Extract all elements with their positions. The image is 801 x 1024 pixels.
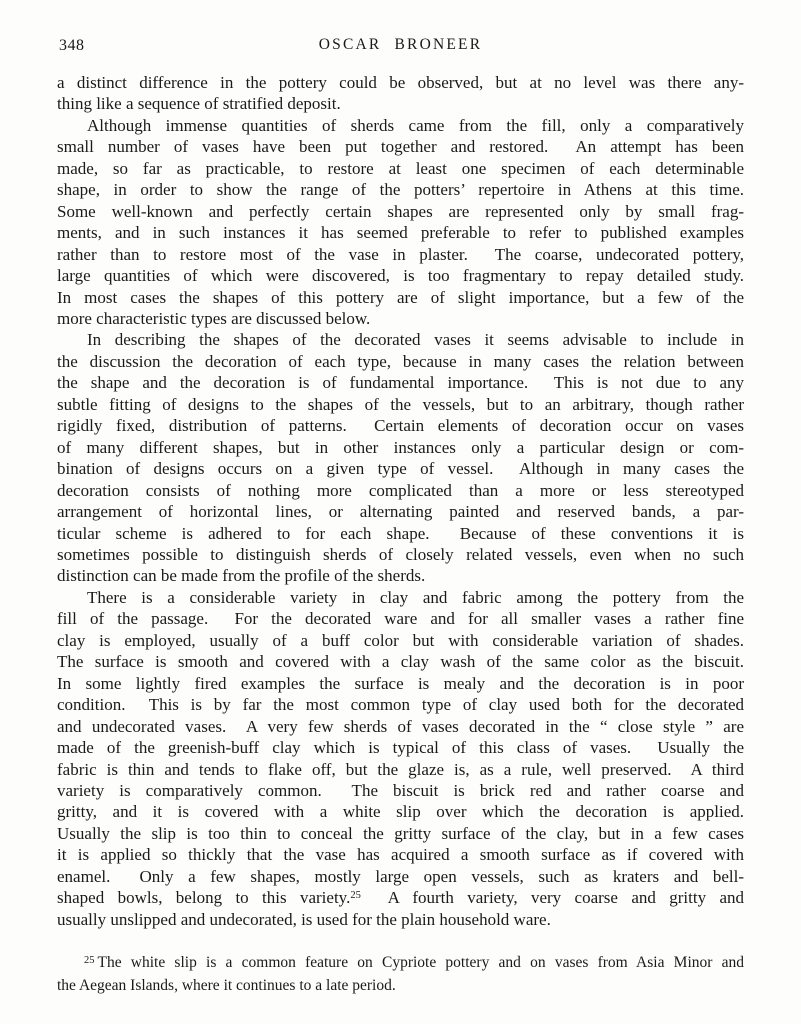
text-line: $^{25}$ The white slip is a common feature on Cypriote pottery and on vases from Asia Minor and [84, 954, 744, 972]
text-line: shape, in order to show the range of the potters’ repertoire in Athens at this time. [57, 180, 744, 200]
text-line: clay is employed, usually of a buff color but with considerable variation of shades. [57, 630, 744, 650]
text-line: the Aegean Islands, where it continues to a late period. [57, 977, 396, 995]
text-line: the discussion the decoration of each type, because in many cases the relation between [57, 351, 744, 371]
text-line: large quantities of which were discovered, is too fragmentary to repay detailed study. [57, 266, 744, 286]
text-line: more characteristic types are discussed below. [57, 308, 371, 328]
footnote [57, 951, 744, 997]
text-line: it is applied so thickly that the vase has acquired a smooth surface as if covered with [57, 845, 744, 865]
footnote-marker: 25 [84, 955, 95, 967]
text-line: In describing the shapes of the decorated vases it seems advisable to include in [87, 330, 744, 350]
page-number: 348 [59, 37, 85, 54]
text-line: In most cases the shapes of this pottery are of slight importance, but a few of the [57, 287, 744, 307]
running-head: OSCAR BRONEER [318, 36, 483, 53]
text-line: Although immense quantities of sherds came from the fill, only a comparatively [87, 115, 744, 135]
text-line: usually unslipped and undecorated, is used for the plain household ware. [57, 909, 551, 929]
paragraph [57, 329, 744, 586]
text-line: made of the greenish-buff clay which is typical of this class of vases. Usually the [57, 738, 744, 758]
text-line: There is a considerable variety in clay and fabric among the pottery from the [87, 587, 744, 607]
text-line: In some lightly fired examples the surface is mealy and the decoration is in poor [57, 673, 744, 693]
text-line: distinction can be made from the profile of the sherds. [57, 566, 426, 586]
text-line: Usually the slip is too thin to conceal the gritty surface of the clay, but in a few cases [57, 823, 744, 843]
text-line: subtle fitting of designs to the shapes of the vessels, but to an arbitrary, though rather [57, 394, 744, 414]
paragraph [57, 115, 744, 330]
text-line: fabric is thin and tends to flake off, but the glaze is, as a rule, well preserved. A third [57, 759, 744, 779]
page-header [57, 36, 744, 58]
text-line: rigidly fixed, distribution of patterns. Certain elements of decoration occur on vases [57, 416, 744, 436]
text-line: the shape and the decoration is of fundamental importance. This is not due to any [57, 373, 744, 393]
footnote-marker: 25 [350, 890, 361, 902]
text-line: shaped bowls, belong to this variety.$^{25}$ A fourth variety, very coarse and gritty and [57, 888, 744, 908]
text-line: ments, and in such instances it has seemed preferable to refer to published examples [57, 223, 744, 243]
text-line: made, so far as practicable, to restore at least one specimen of each determinable [57, 158, 744, 178]
text-line: sometimes possible to distinguish sherds of closely related vessels, even when no such [57, 544, 744, 564]
text-line: enamel. Only a few shapes, mostly large open vessels, such as kraters and bell- [57, 866, 744, 886]
text-line: ticular scheme is adhered to for each shape. Because of these conventions it is [57, 523, 744, 543]
text-line: condition. This is by far the most common type of clay used both for the decorated [57, 695, 744, 715]
text-line: a distinct difference in the pottery could be observed, but at no level was there any- [57, 73, 744, 92]
text-line: of many different shapes, but in other instances only a particular design or com- [57, 437, 744, 457]
text-line: and undecorated vases. A very few sherds of vases decorated in the “ close style ” are [57, 716, 744, 736]
text-line: arrangement of horizontal lines, or alternating painted and reserved bands, a par- [57, 502, 744, 522]
text-line: decoration consists of nothing more complicated than a more or less stereotyped [57, 480, 744, 500]
paragraph [57, 72, 744, 115]
text-line: bination of designs occurs on a given type of vessel. Although in many cases the [57, 459, 744, 479]
text-line: variety is comparatively common. The biscuit is brick red and rather coarse and [57, 780, 744, 800]
text-line: The surface is smooth and covered with a clay wash of the same color as the biscuit. [57, 652, 744, 672]
text-line: rather than to restore most of the vase in plaster. The coarse, undecorated pottery, [57, 244, 744, 264]
text-line: thing like a sequence of stratified deposit. [57, 94, 341, 114]
text-line: fill of the passage. For the decorated ware and for all smaller vases a rather fine [57, 609, 744, 629]
text-line: Some well-known and perfectly certain shapes are represented only by small frag- [57, 201, 744, 221]
body-text [57, 72, 744, 930]
text-line: small number of vases have been put together and restored. An attempt has been [57, 137, 744, 157]
text-line: gritty, and it is covered with a white slip over which the decoration is applied. [57, 802, 744, 822]
paragraph [57, 587, 744, 930]
